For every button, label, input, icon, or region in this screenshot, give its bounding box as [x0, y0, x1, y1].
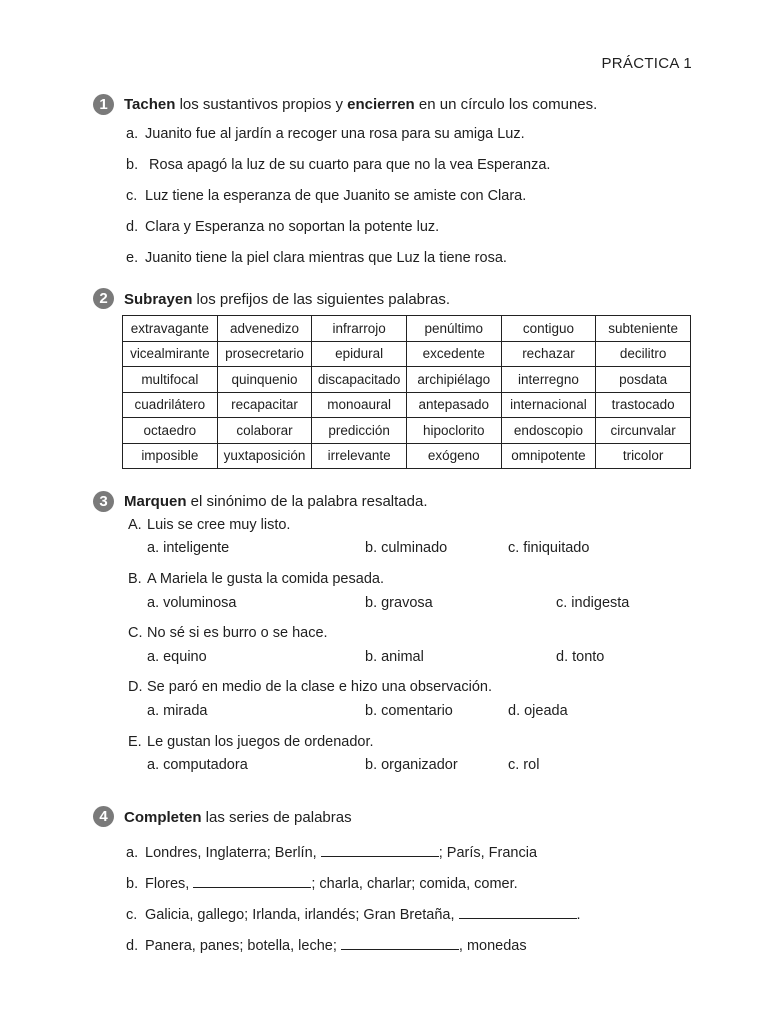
answer-blank[interactable] [193, 875, 311, 888]
prefix-word-cell[interactable]: imposible [123, 443, 218, 469]
exercise-1-item: b. Rosa apagó la luz de su cuarto para que no la vea Esperanza. [126, 157, 551, 173]
prefix-table-row [123, 367, 691, 393]
prefix-word-cell[interactable]: infrarrojo [312, 316, 407, 342]
prefix-word-cell[interactable]: epidural [312, 341, 407, 367]
prefix-table-row [123, 341, 691, 367]
prefix-word-cell[interactable]: discapacitado [312, 367, 407, 393]
exercise-number-2: 2 [93, 288, 114, 309]
prefix-word-cell[interactable]: interregno [501, 367, 596, 393]
exercise-1-item: e. Juanito tiene la piel clara mientras que Luz la tiene rosa. [126, 250, 507, 266]
prefix-word-cell[interactable]: penúltimo [406, 316, 501, 342]
prefix-word-cell[interactable]: omnipotente [501, 443, 596, 469]
synonym-option[interactable]: b. gravosa [365, 595, 433, 611]
exercise-number-4: 4 [93, 806, 114, 827]
synonym-option[interactable]: d. ojeada [508, 703, 568, 719]
synonym-option[interactable]: b. comentario [365, 703, 453, 719]
prefix-table-row [123, 392, 691, 418]
prefix-word-cell[interactable]: advenedizo [217, 316, 312, 342]
prefix-word-cell[interactable]: colaborar [217, 418, 312, 444]
prefix-word-cell[interactable]: contiguo [501, 316, 596, 342]
synonym-question: A. Luis se cree muy listo. [128, 517, 291, 533]
synonym-option[interactable]: c. rol [508, 757, 540, 773]
synonym-option[interactable]: b. culminado [365, 540, 448, 556]
prefix-word-cell[interactable]: archipiélago [406, 367, 501, 393]
answer-blank[interactable] [321, 844, 439, 857]
prefix-word-cell[interactable]: predicción [312, 418, 407, 444]
answer-blank[interactable] [341, 937, 459, 950]
exercise-2-heading: Subrayen los prefijos de las siguientes palabras. [124, 291, 451, 308]
prefix-word-cell[interactable]: extravagante [123, 316, 218, 342]
prefix-word-cell[interactable]: recapacitar [217, 392, 312, 418]
prefix-word-cell[interactable]: trastocado [596, 392, 691, 418]
prefix-word-cell[interactable]: yuxtaposición [217, 443, 312, 469]
exercise-number-1: 1 [93, 94, 114, 115]
exercise-1-item: c. Luz tiene la esperanza de que Juanito se amiste con Clara. [126, 188, 527, 204]
prefix-table-row [123, 443, 691, 469]
prefix-word-cell[interactable]: subteniente [596, 316, 691, 342]
exercise-4-heading: Completen las series de palabras [124, 809, 352, 826]
prefix-word-cell[interactable]: excedente [406, 341, 501, 367]
series-item: c. Galicia, gallego; Irlanda, irlandés; Gran Bretaña, . [126, 907, 581, 923]
synonym-option[interactable]: a. mirada [147, 703, 208, 719]
prefix-word-cell[interactable]: antepasado [406, 392, 501, 418]
prefix-word-cell[interactable]: internacional [501, 392, 596, 418]
synonym-question: C. No sé si es burro o se hace. [128, 625, 328, 641]
prefix-word-cell[interactable]: monoaural [312, 392, 407, 418]
prefix-table-row [123, 418, 691, 444]
prefix-word-cell[interactable]: irrelevante [312, 443, 407, 469]
prefix-word-cell[interactable]: exógeno [406, 443, 501, 469]
prefix-table-row [123, 316, 691, 342]
exercise-3-heading: Marquen el sinónimo de la palabra resaltada. [124, 493, 428, 510]
synonym-option[interactable]: b. animal [365, 649, 424, 665]
prefix-word-cell[interactable]: circunvalar [596, 418, 691, 444]
prefix-word-cell[interactable]: posdata [596, 367, 691, 393]
synonym-option[interactable]: d. tonto [556, 649, 605, 665]
synonym-option[interactable]: a. equino [147, 649, 207, 665]
prefix-word-cell[interactable]: quinquenio [217, 367, 312, 393]
synonym-option[interactable]: c. indigesta [556, 595, 630, 611]
synonym-option[interactable]: a. inteligente [147, 540, 230, 556]
series-item: d. Panera, panes; botella, leche; , monedas [126, 938, 527, 954]
page-label: PRÁCTICA 1 [601, 55, 692, 72]
series-item: b. Flores, ; charla, charlar; comida, comer. [126, 876, 518, 892]
synonym-option[interactable]: a. voluminosa [147, 595, 237, 611]
prefix-word-cell[interactable]: prosecretario [217, 341, 312, 367]
synonym-option[interactable]: c. finiquitado [508, 540, 590, 556]
prefix-word-cell[interactable]: endoscopio [501, 418, 596, 444]
prefix-word-cell[interactable]: vicealmirante [123, 341, 218, 367]
exercise-1-item: a. Juanito fue al jardín a recoger una rosa para su amiga Luz. [126, 126, 525, 142]
synonym-question: B. A Mariela le gusta la comida pesada. [128, 571, 384, 587]
answer-blank[interactable] [459, 906, 577, 919]
prefix-words-table [122, 315, 691, 469]
prefix-word-cell[interactable]: decilitro [596, 341, 691, 367]
exercise-1-heading: Tachen los sustantivos propios y encierren en un círculo los comunes. [124, 96, 598, 113]
prefix-word-cell[interactable]: rechazar [501, 341, 596, 367]
synonym-option[interactable]: b. organizador [365, 757, 458, 773]
series-item: a. Londres, Inglaterra; Berlín, ; París, Francia [126, 845, 538, 861]
prefix-word-cell[interactable]: cuadrilátero [123, 392, 218, 418]
prefix-word-cell[interactable]: tricolor [596, 443, 691, 469]
exercise-1-item: d. Clara y Esperanza no soportan la potente luz. [126, 219, 440, 235]
prefix-word-cell[interactable]: hipoclorito [406, 418, 501, 444]
synonym-question: D. Se paró en medio de la clase e hizo una observación. [128, 679, 492, 695]
synonym-question: E. Le gustan los juegos de ordenador. [128, 734, 374, 750]
prefix-word-cell[interactable]: multifocal [123, 367, 218, 393]
exercise-number-3: 3 [93, 491, 114, 512]
synonym-option[interactable]: a. computadora [147, 757, 248, 773]
prefix-word-cell[interactable]: octaedro [123, 418, 218, 444]
